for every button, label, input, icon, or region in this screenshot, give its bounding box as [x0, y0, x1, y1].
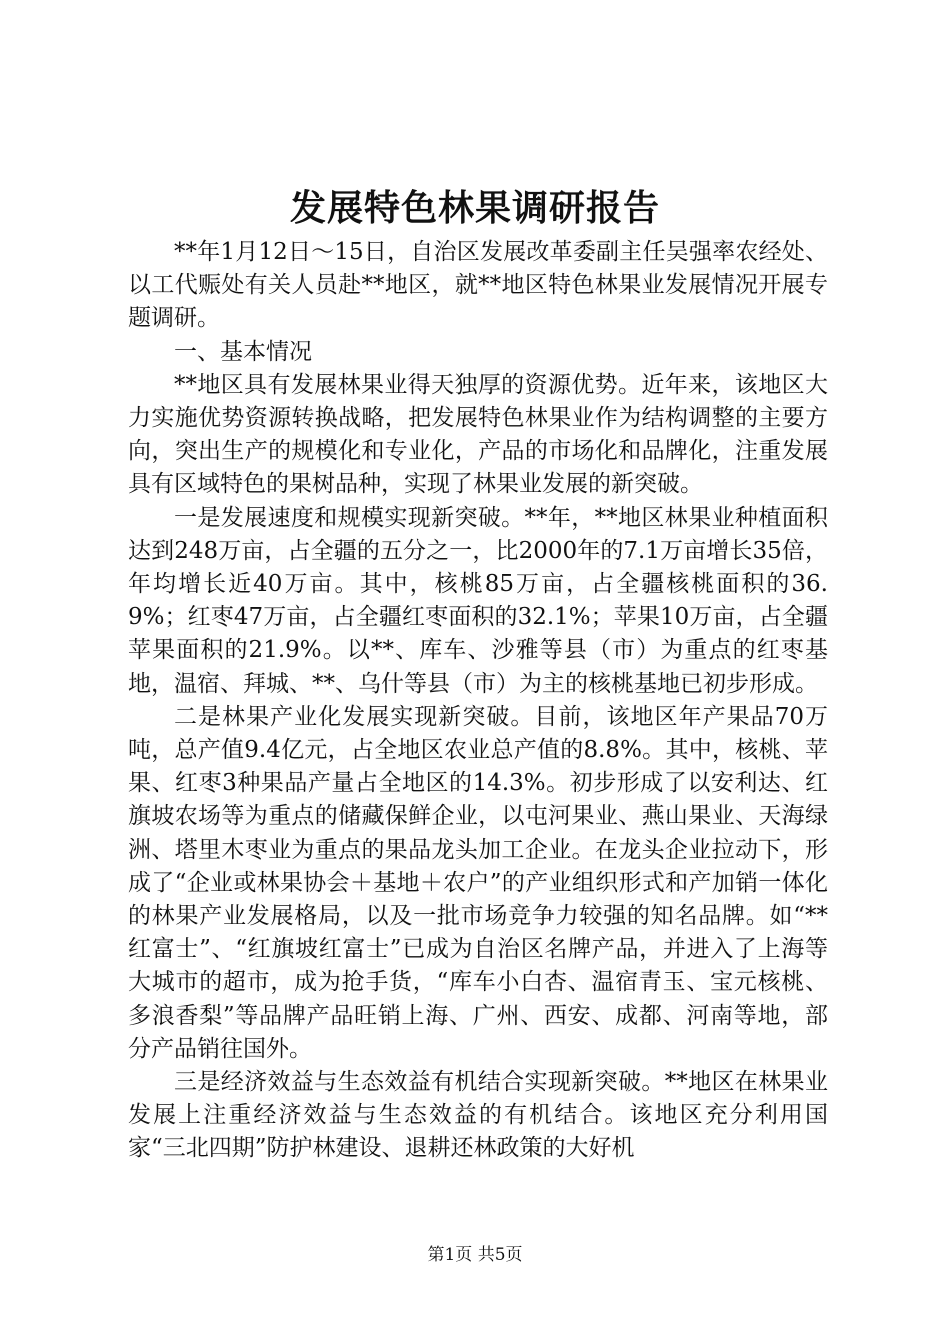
paragraph-intro: **年1月12日～15日，自治区发展改革委副主任吴强率农经处、以工代赈处有关人员赴**地区，就**地区特色林果业发展情况开展专题调研。: [128, 239, 828, 332]
paragraph-breakthrough-industrialization: 二是林果产业化发展实现新突破。目前，该地区年产果品70万吨，总产值9.4亿元，占全地区农业总产值的8.8%。其中，核桃、苹果、红枣3种果品产量占全地区的14.3%。初步形成了以安利达、红旗坡农场等为重点的储藏保鲜企业，以屯河果业、燕山果业、天海绿洲、塔里木枣业为重点的果品龙头加工企业。在龙头企业拉动下，形成了“企业或林果协会＋基地＋农户”的产业组织形式和产加销一体化的林果产业发展格局，以及一批市场竞争力较强的知名品牌。如“**红富士”、“红旗坡红富士”已成为自治区名牌产品，并进入了上海等大城市的超市，成为抢手货，“库车小白杏、温宿青玉、宝元核桃、多浪香梨”等品牌产品旺销上海、广州、西安、成都、河南等地，部分产品销往国外。: [128, 703, 828, 1062]
page-footer: 第1页 共5页: [427, 1245, 523, 1265]
document-title: 发展特色林果调研报告: [289, 187, 660, 229]
section-heading-basic-situation: 一、基本情况: [174, 338, 312, 365]
document-body: [128, 236, 828, 1166]
paragraph-resource-advantage: **地区具有发展林果业得天独厚的资源优势。近年来，该地区大力实施优势资源转换战略，把发展特色林果业作为结构调整的主要方向，突出生产的规模化和专业化，产品的市场化和品牌化，注重发展具有区域特色的果树品种，实现了林果业发展的新突破。: [128, 371, 828, 498]
paragraph-breakthrough-benefits: 三是经济效益与生态效益有机结合实现新突破。**地区在林果业发展上注重经济效益与生态效益的有机结合。该地区充分利用国家“三北四期”防护林建设、退耕还林政策的大好机: [128, 1069, 828, 1162]
paragraph-breakthrough-scale: 一是发展速度和规模实现新突破。**年，**地区林果业种植面积达到248万亩，占全疆的五分之一，比2000年的7.1万亩增长35倍，年均增长近40万亩。其中，核桃85万亩，占全疆核桃面积的36.9%；红枣47万亩，占全疆红枣面积的32.1%；苹果10万亩，占全疆苹果面积的21.9%。以**、库车、沙雅等县（市）为重点的红枣基地，温宿、拜城、**、乌什等县（市）为主的核桃基地已初步形成。: [128, 504, 828, 697]
